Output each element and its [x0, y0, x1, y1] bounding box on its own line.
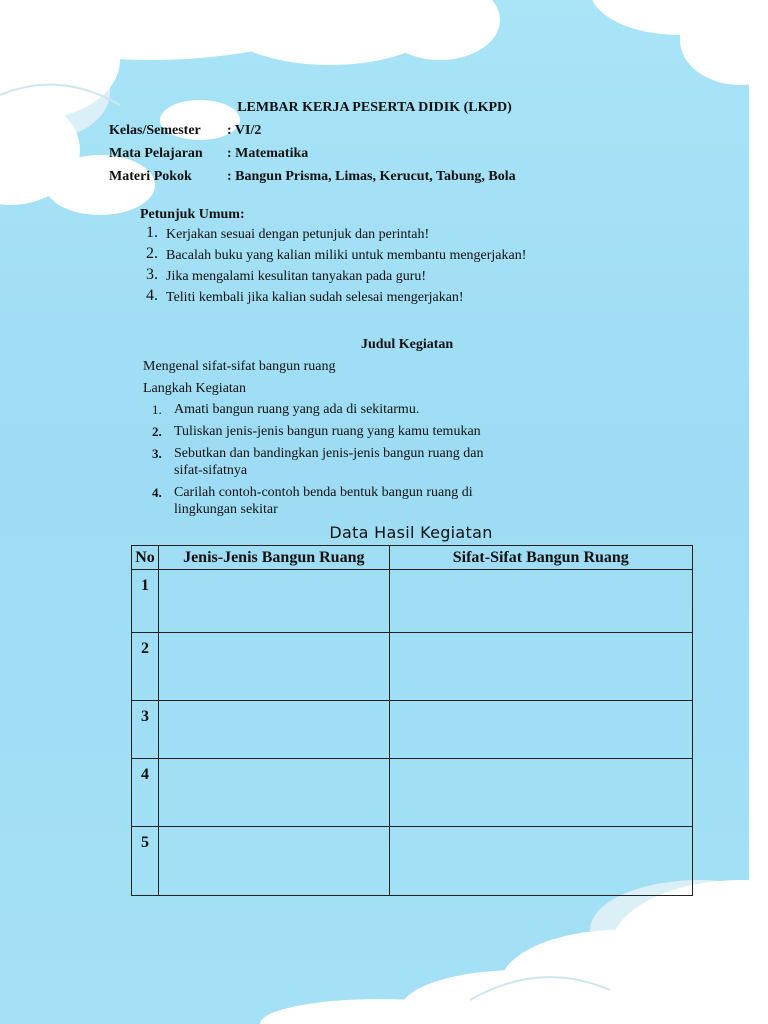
- list-item-number: 4.: [146, 287, 158, 304]
- materi-value: : Bangun Prisma, Limas, Kerucut, Tabung, Bola: [227, 169, 516, 184]
- list-item-number: 1.: [146, 224, 158, 241]
- mapel-value: : Matematika: [227, 146, 309, 161]
- header-sifat: Sifat-Sifat Bangun Ruang: [389, 546, 692, 570]
- page-title: LEMBAR KERJA PESERTA DIDIK (LKPD): [237, 100, 512, 115]
- row-number: 5: [132, 827, 159, 896]
- step-text: Carilah contoh-contoh benda bentuk bangun ruang di: [174, 485, 473, 500]
- header-no: No: [132, 546, 159, 570]
- step-text-continued: sifat-sifatnya: [174, 463, 248, 478]
- step-text: Tuliskan jenis-jenis bangun ruang yang kamu temukan: [174, 424, 481, 439]
- step-number: 3.: [152, 446, 162, 461]
- header-jenis: Jenis-Jenis Bangun Ruang: [158, 546, 389, 570]
- page-margin: [749, 0, 768, 1024]
- table-row: [132, 701, 693, 759]
- step-text-continued: lingkungan sekitar: [174, 502, 278, 517]
- mapel-label: Mata Pelajaran: [109, 146, 203, 161]
- list-item: Bacalah buku yang kalian miliki untuk membantu mengerjakan!: [166, 248, 527, 263]
- kegiatan-heading: Judul Kegiatan: [361, 337, 454, 352]
- step-number: 1.: [152, 402, 162, 417]
- table-row: [132, 633, 693, 701]
- list-item: Jika mengalami kesulitan tanyakan pada guru!: [166, 269, 427, 284]
- materi-label: Materi Pokok: [109, 169, 192, 184]
- petunjuk-heading: Petunjuk Umum:: [140, 207, 245, 222]
- step-number: 2.: [152, 424, 162, 439]
- list-item: Teliti kembali jika kalian sudah selesai mengerjakan!: [166, 290, 464, 305]
- table-row: [132, 759, 693, 827]
- jenis-cell[interactable]: [158, 759, 389, 827]
- table-title: Data Hasil Kegiatan: [329, 523, 493, 542]
- list-item: Kerjakan sesuai dengan petunjuk dan perintah!: [166, 227, 430, 242]
- step-number: 4.: [152, 485, 162, 500]
- sifat-cell[interactable]: [389, 633, 692, 701]
- langkah-heading: Langkah Kegiatan: [143, 381, 247, 396]
- row-number: 1: [132, 570, 159, 633]
- table-row: [132, 827, 693, 896]
- sifat-cell[interactable]: [389, 570, 692, 633]
- kelas-label: Kelas/Semester: [109, 123, 201, 138]
- row-number: 2: [132, 633, 159, 701]
- table-header-row: [132, 546, 693, 570]
- kelas-value: : VI/2: [227, 123, 262, 138]
- sifat-cell[interactable]: [389, 759, 692, 827]
- jenis-cell[interactable]: [158, 570, 389, 633]
- row-number: 4: [132, 759, 159, 827]
- sifat-cell[interactable]: [389, 701, 692, 759]
- jenis-cell[interactable]: [158, 701, 389, 759]
- table-row: [132, 570, 693, 633]
- row-number: 3: [132, 701, 159, 759]
- step-text: Sebutkan dan bandingkan jenis-jenis bangun ruang dan: [174, 446, 484, 461]
- list-item-number: 2.: [146, 245, 158, 262]
- list-item-number: 3.: [146, 266, 158, 283]
- kegiatan-title: Mengenal sifat-sifat bangun ruang: [143, 359, 336, 374]
- jenis-cell[interactable]: [158, 827, 389, 896]
- jenis-cell[interactable]: [158, 633, 389, 701]
- data-table: [131, 545, 693, 896]
- step-text: Amati bangun ruang yang ada di sekitarmu.: [174, 402, 420, 417]
- sifat-cell[interactable]: [389, 827, 692, 896]
